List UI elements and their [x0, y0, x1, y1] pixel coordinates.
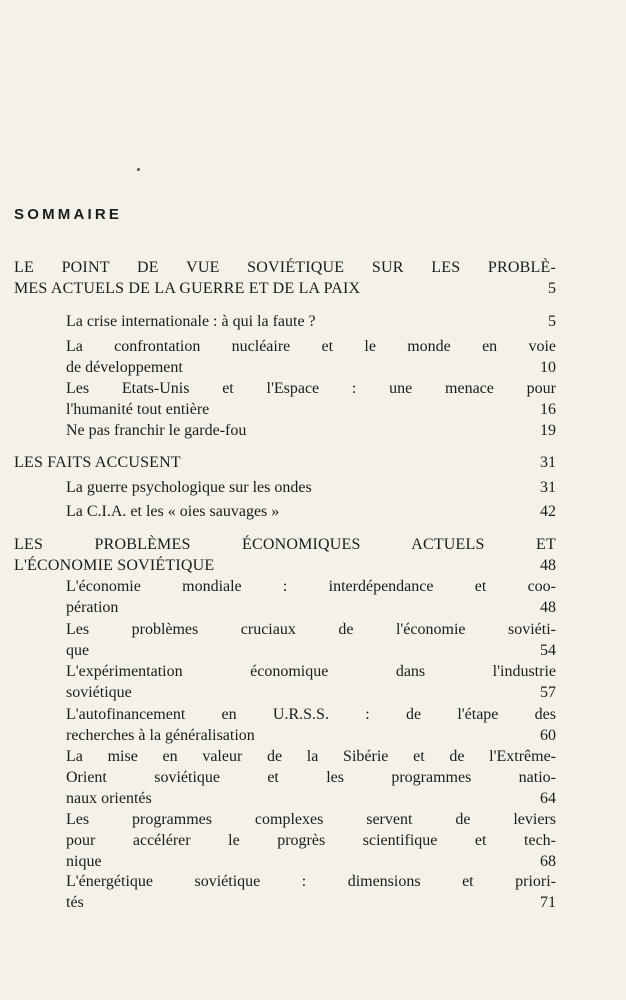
page-number: 48	[540, 599, 556, 616]
toc-item	[66, 661, 556, 703]
entry-line: nique	[66, 853, 102, 870]
entry-line: La mise en valeur de la Sibérie et de l'Extrême-	[66, 748, 556, 765]
section-heading	[14, 534, 556, 576]
entry-line: L'autofinancement en U.R.S.S. : de l'étape des	[66, 706, 556, 723]
page-number: 48	[540, 557, 556, 574]
page-number: 42	[540, 503, 556, 520]
page-number: 31	[540, 479, 556, 496]
toc-item	[66, 311, 556, 332]
entry-line: La C.I.A. et les « oies sauvages »	[66, 503, 280, 520]
page-number: 5	[548, 313, 556, 330]
toc-item	[66, 746, 556, 809]
entry-line: naux orientés	[66, 790, 152, 807]
entry-line: MES ACTUELS DE LA GUERRE ET DE LA PAIX	[14, 280, 361, 297]
toc-item	[66, 501, 556, 522]
entry-line: soviétique	[66, 684, 132, 701]
section-heading	[14, 257, 556, 299]
entry-line: Les problèmes cruciaux de l'économie soviéti-	[66, 621, 556, 638]
entry-line: La guerre psychologique sur les ondes	[66, 479, 312, 496]
page-number: 16	[540, 401, 556, 418]
entry-line: La confrontation nucléaire et le monde en voie	[66, 338, 556, 355]
page-number: 57	[540, 684, 556, 701]
entry-line: que	[66, 642, 90, 659]
page-number: 31	[540, 454, 556, 471]
entry-line: L'énergétique soviétique : dimensions et priori-	[66, 873, 556, 890]
entry-line: LE POINT DE VUE SOVIÉTIQUE SUR LES PROBLÈ-	[14, 259, 556, 276]
page-number: 54	[540, 642, 556, 659]
entry-line: LES FAITS ACCUSENT	[14, 454, 181, 471]
entry-line: Les programmes complexes servent de leviers	[66, 811, 556, 828]
entry-line: recherches à la généralisation	[66, 727, 255, 744]
page-number: 19	[540, 422, 556, 439]
entry-line: l'humanité tout entière	[66, 401, 210, 418]
section-heading	[14, 452, 556, 473]
page-number: 60	[540, 727, 556, 744]
entry-line: Les Etats-Unis et l'Espace : une menace pour	[66, 380, 556, 397]
toc-item	[66, 420, 556, 441]
toc-item	[66, 619, 556, 661]
entry-line: L'économie mondiale : interdépendance et coo-	[66, 578, 556, 595]
entry-line: pour accélérer le progrès scientifique et tech-	[66, 832, 556, 849]
toc-item	[66, 576, 556, 618]
entry-line: pération	[66, 599, 119, 616]
toc-item	[66, 378, 556, 420]
page-number: 64	[540, 790, 556, 807]
entry-line: LES PROBLÈMES ÉCONOMIQUES ACTUELS ET	[14, 536, 556, 553]
toc-item	[66, 477, 556, 498]
toc-item	[66, 336, 556, 378]
entry-line: L'ÉCONOMIE SOVIÉTIQUE	[14, 557, 215, 574]
entry-line: La crise internationale : à qui la faute ?	[66, 313, 316, 330]
toc-item	[66, 809, 556, 872]
toc-item	[66, 871, 556, 913]
toc-item	[66, 704, 556, 746]
entry-line: Orient soviétique et les programmes natio-	[66, 769, 556, 786]
page-title: SOMMAIRE	[14, 206, 123, 223]
page-number: 68	[540, 853, 556, 870]
ink-dot	[137, 168, 140, 171]
page-number: 5	[548, 280, 556, 297]
page-number: 10	[540, 359, 556, 376]
entry-line: de développement	[66, 359, 183, 376]
entry-line: Ne pas franchir le garde-fou	[66, 422, 247, 439]
entry-line: tés	[66, 894, 84, 911]
entry-line: L'expérimentation économique dans l'industrie	[66, 663, 556, 680]
page-number: 71	[540, 894, 556, 911]
